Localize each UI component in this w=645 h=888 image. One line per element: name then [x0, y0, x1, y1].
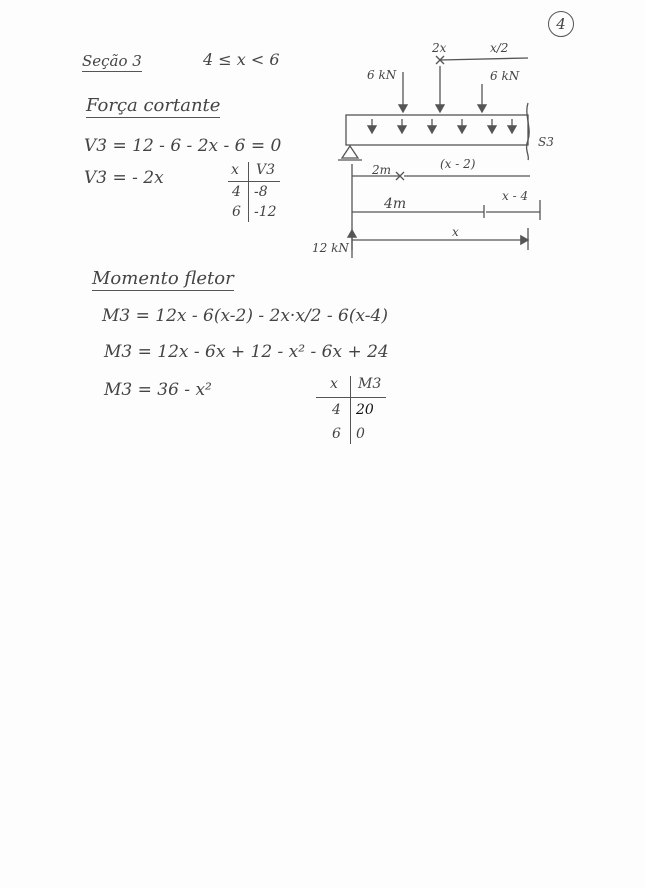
section-label: S3 [538, 135, 554, 149]
moment-heading: Momento fletor [92, 268, 234, 289]
shear-heading: Força cortante [86, 95, 221, 116]
moment-table-cell: 6 [332, 426, 341, 442]
pin-support [342, 146, 358, 158]
half-length-label: x/2 [490, 41, 509, 55]
moment-table-header-x: x [330, 376, 338, 392]
moment-table-cell: 4 [332, 402, 341, 418]
shear-table-cell: -8 [254, 184, 268, 200]
page-number: 4 [556, 15, 566, 33]
section-range: 4 ≤ x < 6 [203, 50, 280, 69]
moment-equation-3: M3 = 36 - x² [104, 380, 212, 400]
dim-4m-label: 4m [384, 196, 407, 212]
moment-equation-2: M3 = 12x - 6x + 12 - x² - 6x + 24 [104, 342, 389, 362]
moment-equation-1: M3 = 12x - 6(x-2) - 2x·x/2 - 6(x-4) [102, 306, 388, 326]
moment-table-cell: 0 [356, 426, 365, 442]
reaction-label: 12 kN [312, 241, 349, 255]
shear-table-cell: -12 [254, 204, 277, 220]
shear-table-cell: 4 [232, 184, 241, 200]
shear-equation-1: V3 = 12 - 6 - 2x - 6 = 0 [84, 136, 282, 156]
dim-x-minus-2-label: (x - 2) [440, 157, 476, 171]
moment-table-header-m: M3 [358, 376, 382, 392]
shear-table-header-x: x [231, 162, 239, 178]
shear-table-cell: 6 [232, 204, 241, 220]
load-right-label: 6 kN [490, 69, 520, 83]
dim-x-minus-4-label: x - 4 [502, 189, 529, 203]
dist-load-label: 2x [432, 41, 447, 55]
dim-x-label: x [452, 225, 459, 239]
section-title: Seção 3 [82, 52, 142, 70]
beam [346, 115, 528, 145]
shear-table-header-v: V3 [256, 162, 276, 178]
dim-2m-label: 2m [372, 163, 392, 177]
load-left-label: 6 kN [367, 68, 397, 82]
shear-equation-2: V3 = - 2x [84, 168, 164, 188]
moment-table-cell: 20 [356, 402, 374, 418]
